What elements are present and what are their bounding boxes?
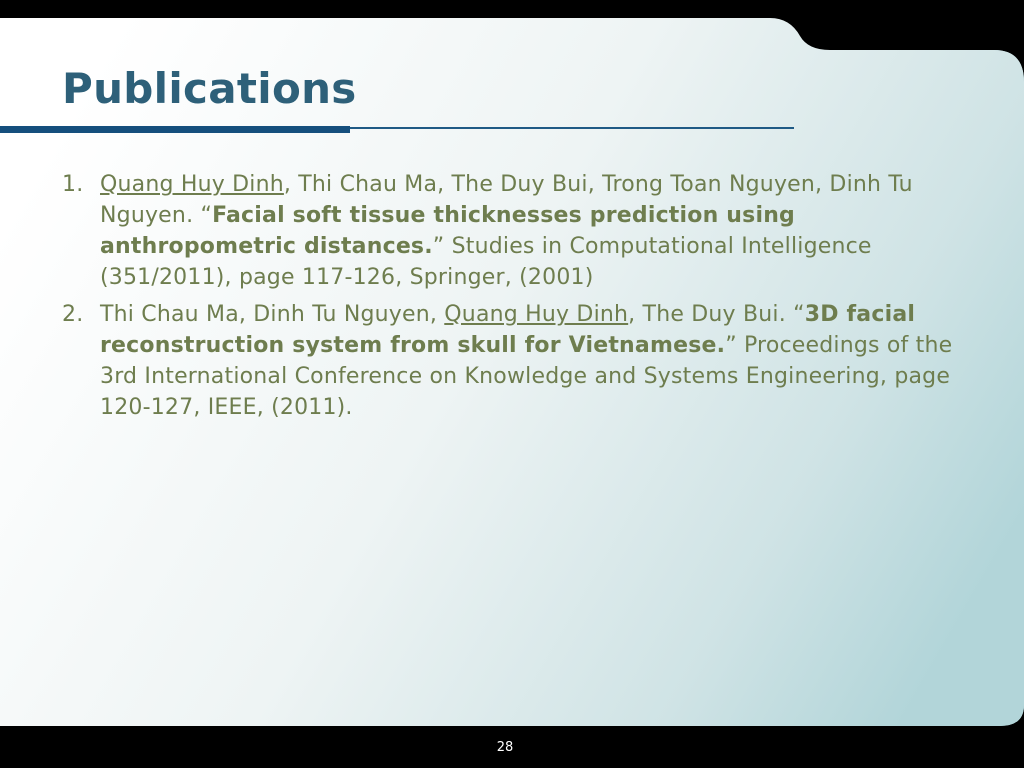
publication-number: 1. bbox=[62, 172, 84, 197]
publication-item bbox=[62, 299, 972, 423]
title-underline-thick bbox=[0, 126, 350, 133]
publication-authors: Thi Chau Ma, Dinh Tu Nguyen, bbox=[100, 302, 445, 327]
slide-page-number: 28 bbox=[496, 740, 514, 755]
highlighted-author-link[interactable]: Quang Huy Dinh bbox=[444, 302, 629, 327]
publication-authors: , Thi Chau Ma, The Duy Bui, Trong Toan Nguyen, Dinh Tu Nguyen. “ bbox=[100, 172, 913, 228]
publication-list bbox=[62, 169, 972, 429]
highlighted-author-link[interactable]: Quang Huy Dinh bbox=[100, 172, 284, 197]
publication-item bbox=[62, 169, 972, 293]
publication-authors: , The Duy Bui. “ bbox=[628, 302, 805, 327]
title-underline-thin bbox=[350, 127, 794, 129]
publication-venue: ” Proceedings of the 3rd International Conference on Knowledge and Systems Engineering, page 120-127, IEEE, (2011). bbox=[100, 333, 953, 420]
slide-title: Publications bbox=[62, 64, 357, 113]
publication-title: 3D facial reconstruction system from skull for Vietnamese. bbox=[100, 302, 916, 358]
publication-title: Facial soft tissue thicknesses prediction using anthropometric distances. bbox=[100, 203, 796, 259]
publication-venue: ” Studies in Computational Intelligence (351/2011), page 117-126, Springer, (2001) bbox=[100, 234, 872, 290]
publication-number: 2. bbox=[62, 302, 84, 327]
